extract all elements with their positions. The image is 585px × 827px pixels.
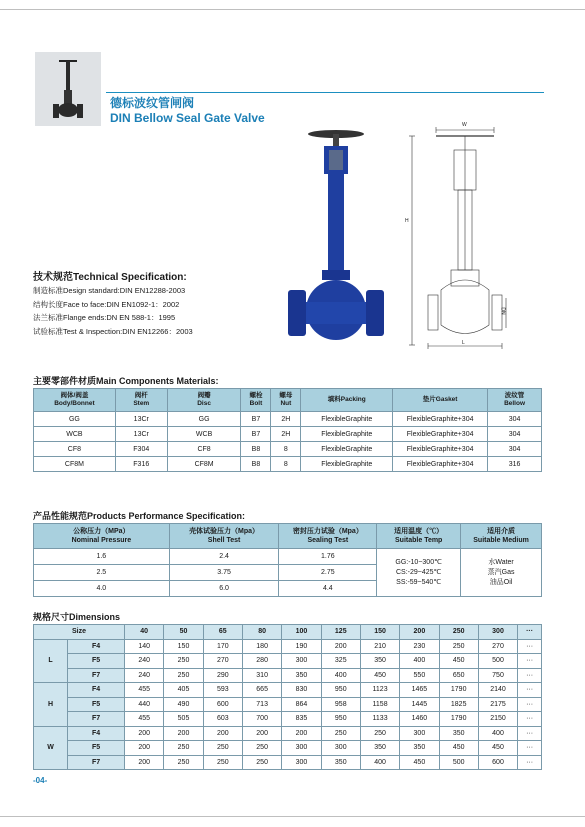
materials-header-row: [34, 389, 542, 412]
cell: 13Cr: [115, 412, 167, 427]
cell: 700: [242, 712, 281, 727]
cell: 240: [125, 654, 164, 669]
top-border: [0, 9, 585, 10]
dimension-group-label: H: [34, 683, 68, 727]
performance-header-row: [34, 524, 542, 549]
cell: 304: [488, 427, 542, 442]
pressure-class-label: F5: [68, 697, 125, 712]
size-cell: 200: [400, 625, 439, 640]
header-bolt: 螺栓 Bolt: [241, 389, 271, 412]
materials-title: 主要零部件材质Main Components Materials:: [33, 376, 219, 386]
header-bellow: 波纹管 Bellow: [488, 389, 542, 412]
cell: 170: [203, 639, 242, 654]
cell: 350: [400, 741, 439, 756]
cell: 280: [242, 654, 281, 669]
cell: 2H: [271, 427, 301, 442]
cell: ···: [518, 668, 542, 683]
cell: 310: [242, 668, 281, 683]
cell: 250: [164, 654, 203, 669]
cell: 150: [164, 639, 203, 654]
cell: 200: [282, 726, 321, 741]
cell: 250: [203, 741, 242, 756]
cell: 250: [164, 755, 203, 770]
cell: 950: [321, 712, 360, 727]
cell: 200: [164, 726, 203, 741]
bottom-border: [0, 816, 585, 817]
cell: 958: [321, 697, 360, 712]
size-label: Size: [34, 625, 125, 640]
header-body-bonnet: 阀体/阀盖 Body/Bonnet: [34, 389, 116, 412]
cell: FlexibleGraphite: [301, 427, 393, 442]
dimensions-table: [33, 624, 542, 770]
cell: ···: [518, 697, 542, 712]
cell: 2.4: [169, 549, 279, 565]
cell: 300: [282, 755, 321, 770]
cell: 864: [282, 697, 321, 712]
cell: 8: [271, 442, 301, 457]
dimension-group-label: W: [34, 726, 68, 770]
cell: 835: [282, 712, 321, 727]
cell: FlexibleGraphite+304: [393, 412, 488, 427]
cell: 350: [282, 668, 321, 683]
cell: 1790: [439, 683, 478, 698]
cell: 190: [282, 639, 321, 654]
cell: 290: [203, 668, 242, 683]
size-cell: 100: [282, 625, 321, 640]
table-row: [34, 654, 542, 669]
cell: FlexibleGraphite: [301, 457, 393, 472]
cell: 950: [321, 683, 360, 698]
table-row: [34, 726, 542, 741]
header-nut: 螺母 Nut: [271, 389, 301, 412]
cell: B7: [241, 412, 271, 427]
header-disc: 阀瓣 Disc: [167, 389, 241, 412]
cell: 250: [360, 726, 399, 741]
cell: 650: [439, 668, 478, 683]
valve-photo: [284, 120, 394, 360]
cell: 210: [360, 639, 399, 654]
header-shell-test: 壳体试验压力（Mpa） Shell Test: [169, 524, 279, 549]
cell: 600: [478, 755, 517, 770]
cell: 200: [125, 741, 164, 756]
size-cell: 80: [242, 625, 281, 640]
cell: 400: [321, 668, 360, 683]
cell: CF8M: [34, 457, 116, 472]
cell: CF8M: [167, 457, 241, 472]
cell: 500: [478, 654, 517, 669]
table-row: [34, 712, 542, 727]
cell: 300: [282, 654, 321, 669]
cell: 300: [321, 741, 360, 756]
cell: ···: [518, 639, 542, 654]
title-english: DIN Bellow Seal Gate Valve: [110, 111, 265, 125]
performance-title: 产品性能规范Products Performance Specification:: [33, 511, 246, 521]
cell: 316: [488, 457, 542, 472]
cell: 490: [164, 697, 203, 712]
cell: 1790: [439, 712, 478, 727]
cell: 1465: [400, 683, 439, 698]
cell: FlexibleGraphite+304: [393, 457, 488, 472]
temperature-cell: GG:-10~300℃ CS:-29~425℃ SS:-59~540℃: [377, 549, 461, 597]
cell: ···: [518, 712, 542, 727]
cell: 8: [271, 457, 301, 472]
cell: 230: [400, 639, 439, 654]
cell: FlexibleGraphite+304: [393, 442, 488, 457]
cell: 830: [282, 683, 321, 698]
header-packing: 填料Packing: [301, 389, 393, 412]
cell: 304: [488, 442, 542, 457]
cell: 200: [203, 726, 242, 741]
table-row: [34, 549, 542, 565]
cell: 750: [478, 668, 517, 683]
cell: 180: [242, 639, 281, 654]
cell: 400: [400, 654, 439, 669]
cell: CF8: [34, 442, 116, 457]
medium-cell: 水Water 蒸汽Gas 油品Oil: [461, 549, 542, 597]
cell: 13Cr: [115, 427, 167, 442]
cell: 250: [203, 755, 242, 770]
table-row: [34, 427, 542, 442]
cell: 200: [242, 726, 281, 741]
performance-table: [33, 523, 542, 597]
drawing-label-l: L: [462, 340, 465, 346]
spec-face-to-face: 结构长度Face to face:DIN EN1092-1：2002: [33, 299, 180, 309]
cell: 350: [360, 654, 399, 669]
drawing-label-w: W: [462, 122, 467, 128]
table-row: [34, 683, 542, 698]
cell: 250: [242, 755, 281, 770]
cell: ···: [518, 741, 542, 756]
header-suitable-temp: 适用温度（℃） Suitable Temp: [377, 524, 461, 549]
cell: 2.75: [279, 565, 377, 581]
header-suitable-medium: 适用介质 Suitable Medium: [461, 524, 542, 549]
cell: 400: [360, 755, 399, 770]
cell: 2H: [271, 412, 301, 427]
table-row: [34, 639, 542, 654]
size-cell: 65: [203, 625, 242, 640]
cell: 440: [125, 697, 164, 712]
spec-list: [33, 284, 193, 338]
cell: 1158: [360, 697, 399, 712]
size-cell: 150: [360, 625, 399, 640]
drawing-label-dn: DN: [499, 307, 506, 315]
size-cell: 50: [164, 625, 203, 640]
cell: 1825: [439, 697, 478, 712]
dimension-group-label: L: [34, 639, 68, 683]
cell: F316: [115, 457, 167, 472]
cell: 3.75: [169, 565, 279, 581]
dimensions-title: 规格尺寸Dimensions: [33, 612, 121, 622]
cell: 250: [439, 639, 478, 654]
size-cell: 40: [125, 625, 164, 640]
cell: 2150: [478, 712, 517, 727]
cell: FlexibleGraphite: [301, 442, 393, 457]
header-sealing-test: 密封压力试验（Mpa） Sealing Test: [279, 524, 377, 549]
pressure-class-label: F4: [68, 726, 125, 741]
cell: 593: [203, 683, 242, 698]
cell: 1460: [400, 712, 439, 727]
cell: 450: [360, 668, 399, 683]
header-divider: [106, 92, 544, 93]
cell: 300: [400, 726, 439, 741]
table-row: [34, 457, 542, 472]
valve-thumbnail-image: [35, 52, 101, 126]
cell: 270: [203, 654, 242, 669]
size-cell: 250: [439, 625, 478, 640]
cell: ···: [518, 654, 542, 669]
cell: ···: [518, 683, 542, 698]
table-row: [34, 668, 542, 683]
cell: 550: [400, 668, 439, 683]
cell: B8: [241, 442, 271, 457]
cell: 325: [321, 654, 360, 669]
cell: 350: [360, 741, 399, 756]
table-row: [34, 741, 542, 756]
cell: 455: [125, 683, 164, 698]
table-row: [34, 697, 542, 712]
size-cell: 300: [478, 625, 517, 640]
cell: FlexibleGraphite: [301, 412, 393, 427]
pressure-class-label: F5: [68, 741, 125, 756]
cell: 250: [242, 741, 281, 756]
spec-flange-ends: 法兰标准Flange ends:DN EN 588-1：1995: [33, 313, 176, 322]
size-cell: ···: [518, 625, 542, 640]
table-row: [34, 412, 542, 427]
cell: B7: [241, 427, 271, 442]
cell: 1123: [360, 683, 399, 698]
cell: B8: [241, 457, 271, 472]
valve-technical-drawing: [396, 120, 514, 355]
cell: 140: [125, 639, 164, 654]
cell: 2.5: [34, 565, 170, 581]
cell: 350: [439, 726, 478, 741]
cell: 450: [439, 741, 478, 756]
cell: 250: [164, 741, 203, 756]
cell: 500: [439, 755, 478, 770]
drawing-label-h: H: [405, 218, 409, 224]
cell: 2140: [478, 683, 517, 698]
cell: ···: [518, 726, 542, 741]
cell: WCB: [34, 427, 116, 442]
cell: 1133: [360, 712, 399, 727]
cell: GG: [167, 412, 241, 427]
cell: 300: [282, 741, 321, 756]
cell: 665: [242, 683, 281, 698]
cell: 450: [400, 755, 439, 770]
table-row: [34, 755, 542, 770]
cell: 600: [203, 697, 242, 712]
header-stem: 阀杆 Stem: [115, 389, 167, 412]
cell: GG: [34, 412, 116, 427]
cell: 250: [321, 726, 360, 741]
pressure-class-label: F4: [68, 639, 125, 654]
materials-table: [33, 388, 542, 472]
cell: 200: [125, 755, 164, 770]
header-nominal-pressure: 公称压力（MPa） Nominal Pressure: [34, 524, 170, 549]
cell: 1.6: [34, 549, 170, 565]
cell: 270: [478, 639, 517, 654]
cell: 4.0: [34, 581, 170, 597]
cell: 200: [125, 726, 164, 741]
cell: 713: [242, 697, 281, 712]
size-header-row: [34, 625, 542, 640]
title-chinese: 德标波纹管闸阀: [110, 96, 195, 110]
cell: 2175: [478, 697, 517, 712]
cell: FlexibleGraphite+304: [393, 427, 488, 442]
spec-test-inspection: 试验标准Test & Inspection:DIN EN12266：2003: [33, 326, 193, 336]
cell: 350: [321, 755, 360, 770]
cell: 450: [478, 741, 517, 756]
cell: 1.76: [279, 549, 377, 565]
cell: 450: [439, 654, 478, 669]
cell: 505: [164, 712, 203, 727]
cell: F304: [115, 442, 167, 457]
spec-design-standard: 制造标准Design standard:DIN EN12288-2003: [33, 286, 186, 295]
cell: 304: [488, 412, 542, 427]
table-row: [34, 442, 542, 457]
size-cell: 125: [321, 625, 360, 640]
cell: 200: [321, 639, 360, 654]
cell: 1445: [400, 697, 439, 712]
pressure-class-label: F7: [68, 668, 125, 683]
pressure-class-label: F7: [68, 712, 125, 727]
cell: 240: [125, 668, 164, 683]
cell: 6.0: [169, 581, 279, 597]
pressure-class-label: F5: [68, 654, 125, 669]
pressure-class-label: F4: [68, 683, 125, 698]
cell: CF8: [167, 442, 241, 457]
cell: 4.4: [279, 581, 377, 597]
cell: WCB: [167, 427, 241, 442]
cell: 603: [203, 712, 242, 727]
cell: ···: [518, 755, 542, 770]
cell: 400: [478, 726, 517, 741]
page-number: -04-: [33, 776, 48, 785]
cell: 455: [125, 712, 164, 727]
cell: 250: [164, 668, 203, 683]
pressure-class-label: F7: [68, 755, 125, 770]
header-gasket: 垫片Gasket: [393, 389, 488, 412]
spec-title: 技术规范Technical Specification:: [33, 272, 187, 283]
cell: 405: [164, 683, 203, 698]
